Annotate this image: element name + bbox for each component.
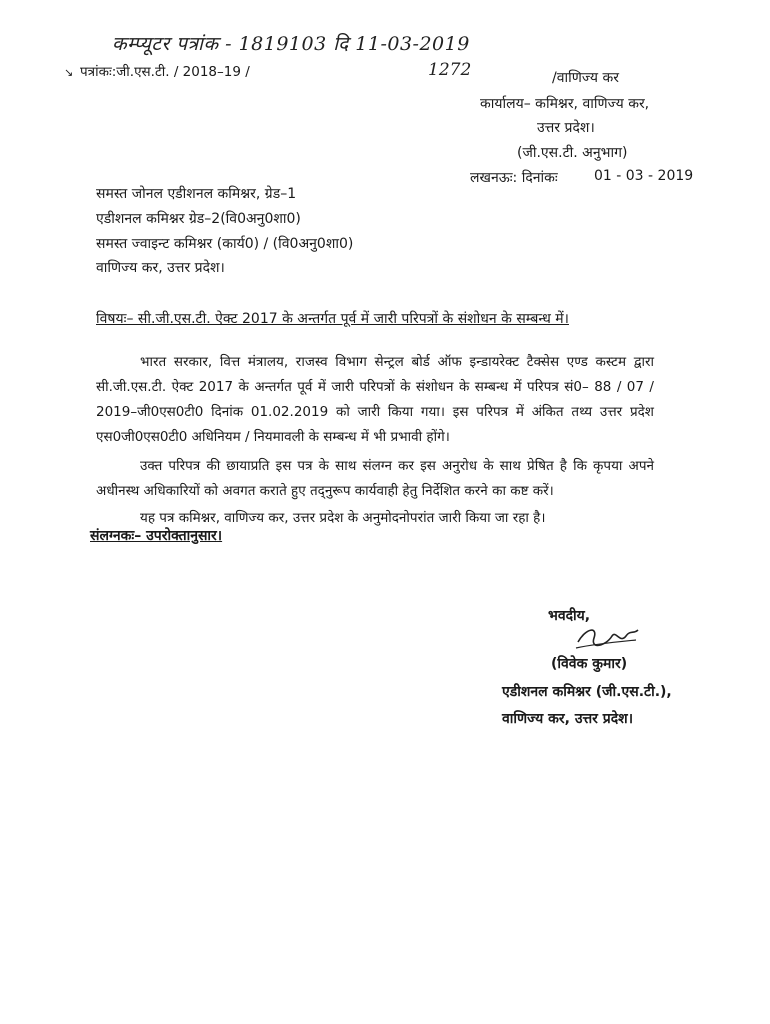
addressee-line: समस्त जोनल एडीशनल कमिश्नर, ग्रेड–1 — [96, 186, 297, 202]
closing-salutation: भवदीय, — [548, 608, 591, 624]
margin-mark: ↘ — [64, 66, 74, 79]
addressee-line: समस्त ज्वाइन्ट कमिश्नर (कार्य0) / (वि0अनु0शा0) — [96, 236, 354, 252]
addressee-line: एडीशनल कमिश्नर ग्रेड–2(वि0अनु0शा0) — [96, 211, 301, 227]
body-paragraph-1: भारत सरकार, वित्त मंत्रालय, राजस्व विभाग सेन्ट्रल बोर्ड ऑफ इन्डायरेक्ट टैक्सेस एण्ड कस्टम द्वारा सी.जी.एस.टी. ऐक्ट 2017 के अन्तर्गत पूर्व में जारी परिपत्रों के संशोधन के सम्बन्ध में परिपत्र सं0– 88 / 07 / 2019–जी0एस0टी0 दिनांक 01.02.2019 को जारी किया गया। इस परिपत्र में अंकित तथ्य उत्तर प्रदेश एस0जी0एस0टी0 अधिनियम / नियमावली के सम्बन्ध में भी प्रभावी होंगे। — [96, 354, 654, 445]
addressee-line: वाणिज्य कर, उत्तर प्रदेश। — [96, 260, 225, 276]
date-label: लखनऊः: दिनांकः — [470, 170, 558, 186]
signatory-department: वाणिज्य कर, उत्तर प्रदेश। — [502, 711, 634, 727]
body-paragraph-2: उक्त परिपत्र की छायाप्रति इस पत्र के साथ संलग्न कर इस अनुरोध के साथ प्रेषित है कि कृपया अपने अधीनस्थ अधिकारियों को अवगत कराते हुए तद्नुरूप कार्यवाही हेतु निर्देशित करने का कष्ट करें। — [96, 458, 654, 499]
office-line-2: उत्तर प्रदेश। — [537, 120, 595, 136]
enclosure-line: संलग्नकः– उपरोक्तानुसार। — [90, 528, 223, 544]
date-value: 01 - 03 - 2019 — [594, 168, 694, 184]
subject-line: विषयः– सी.जी.एस.टी. ऐक्ट 2017 के अन्तर्गत पूर्व में जारी परिपत्रों के संशोधन के सम्बन्ध में। — [96, 311, 569, 327]
handwritten-dispatch-note: कम्प्यूटर पत्रांक - 1819103 दि 11-03-2019 — [112, 33, 470, 55]
handwritten-number: 1272 — [428, 60, 472, 80]
signature-icon — [572, 620, 642, 654]
body-paragraph-3: यह पत्र कमिश्नर, वाणिज्य कर, उत्तर प्रदेश के अनुमोदनोपरांत जारी किया जा रहा है। — [140, 510, 546, 526]
signatory-name: (विवेक कुमार) — [551, 656, 628, 672]
signatory-designation: एडीशनल कमिश्नर (जी.एस.टी.), — [502, 684, 672, 700]
department-suffix: /वाणिज्य कर — [552, 70, 619, 86]
office-line-3: (जी.एस.टी. अनुभाग) — [517, 145, 628, 161]
reference-number: पत्रांकः:जी.एस.टी. / 2018–19 / — [80, 64, 250, 80]
office-line-1: कार्यालय– कमिश्नर, वाणिज्य कर, — [480, 96, 650, 112]
